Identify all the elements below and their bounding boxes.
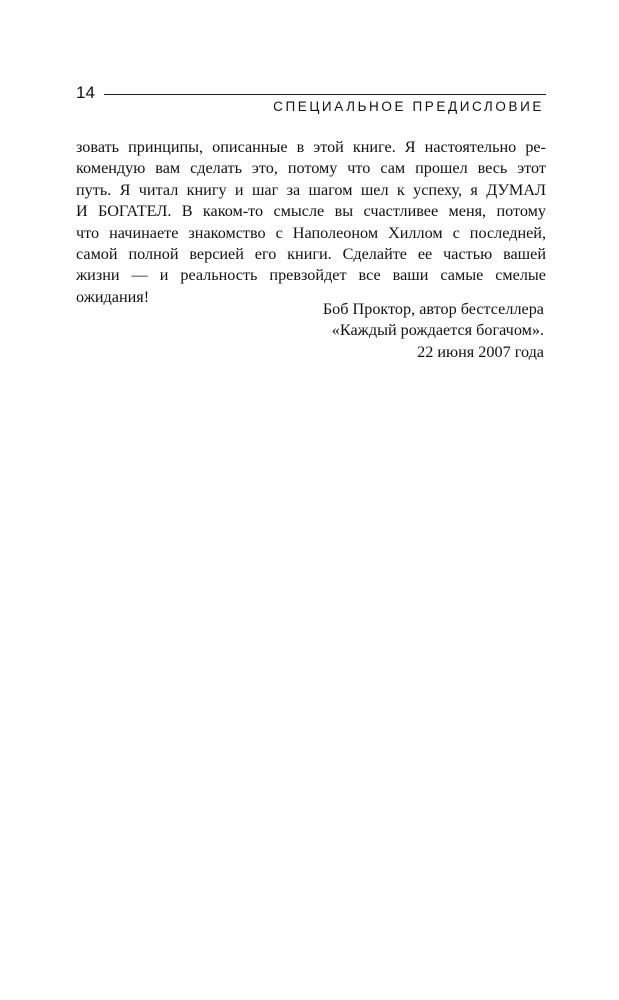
- body-paragraph: [76, 137, 546, 308]
- signature-author: Боб Проктор, автор бестселлера: [322, 300, 544, 318]
- signature-book-title: «Каждый рождается богачом».: [331, 321, 544, 340]
- page-number: 14: [76, 83, 95, 102]
- paragraph-line: жизни — и реальность превзойдет все ваши самые смелые: [76, 266, 546, 285]
- paragraph-line: И БОГАТЕЛ. В каком-то смысле вы счастливее меня, потому: [76, 202, 546, 221]
- paragraph-line: ожидания!: [76, 287, 150, 306]
- paragraph-line: самой полной версией его книги. Сделайте ее частью вашей: [76, 244, 546, 263]
- running-head: СПЕЦИАЛЬНОЕ ПРЕДИСЛОВИЕ: [273, 99, 544, 114]
- signature-block: [323, 299, 544, 363]
- header-divider: [104, 94, 546, 95]
- paragraph-line: зовать принципы, описанные в этой книге. Я настоятельно ре-: [76, 138, 546, 156]
- paragraph-line: комендую вам сделать это, потому что сам прошел весь этот: [76, 159, 546, 178]
- paragraph-line: что начинаете знакомство с Наполеоном Хиллом с последней,: [76, 223, 546, 242]
- paragraph-line: путь. Я читал книгу и шаг за шагом шел к успеху, я ДУМАЛ: [76, 180, 546, 199]
- signature-date: 22 июня 2007 года: [417, 342, 544, 361]
